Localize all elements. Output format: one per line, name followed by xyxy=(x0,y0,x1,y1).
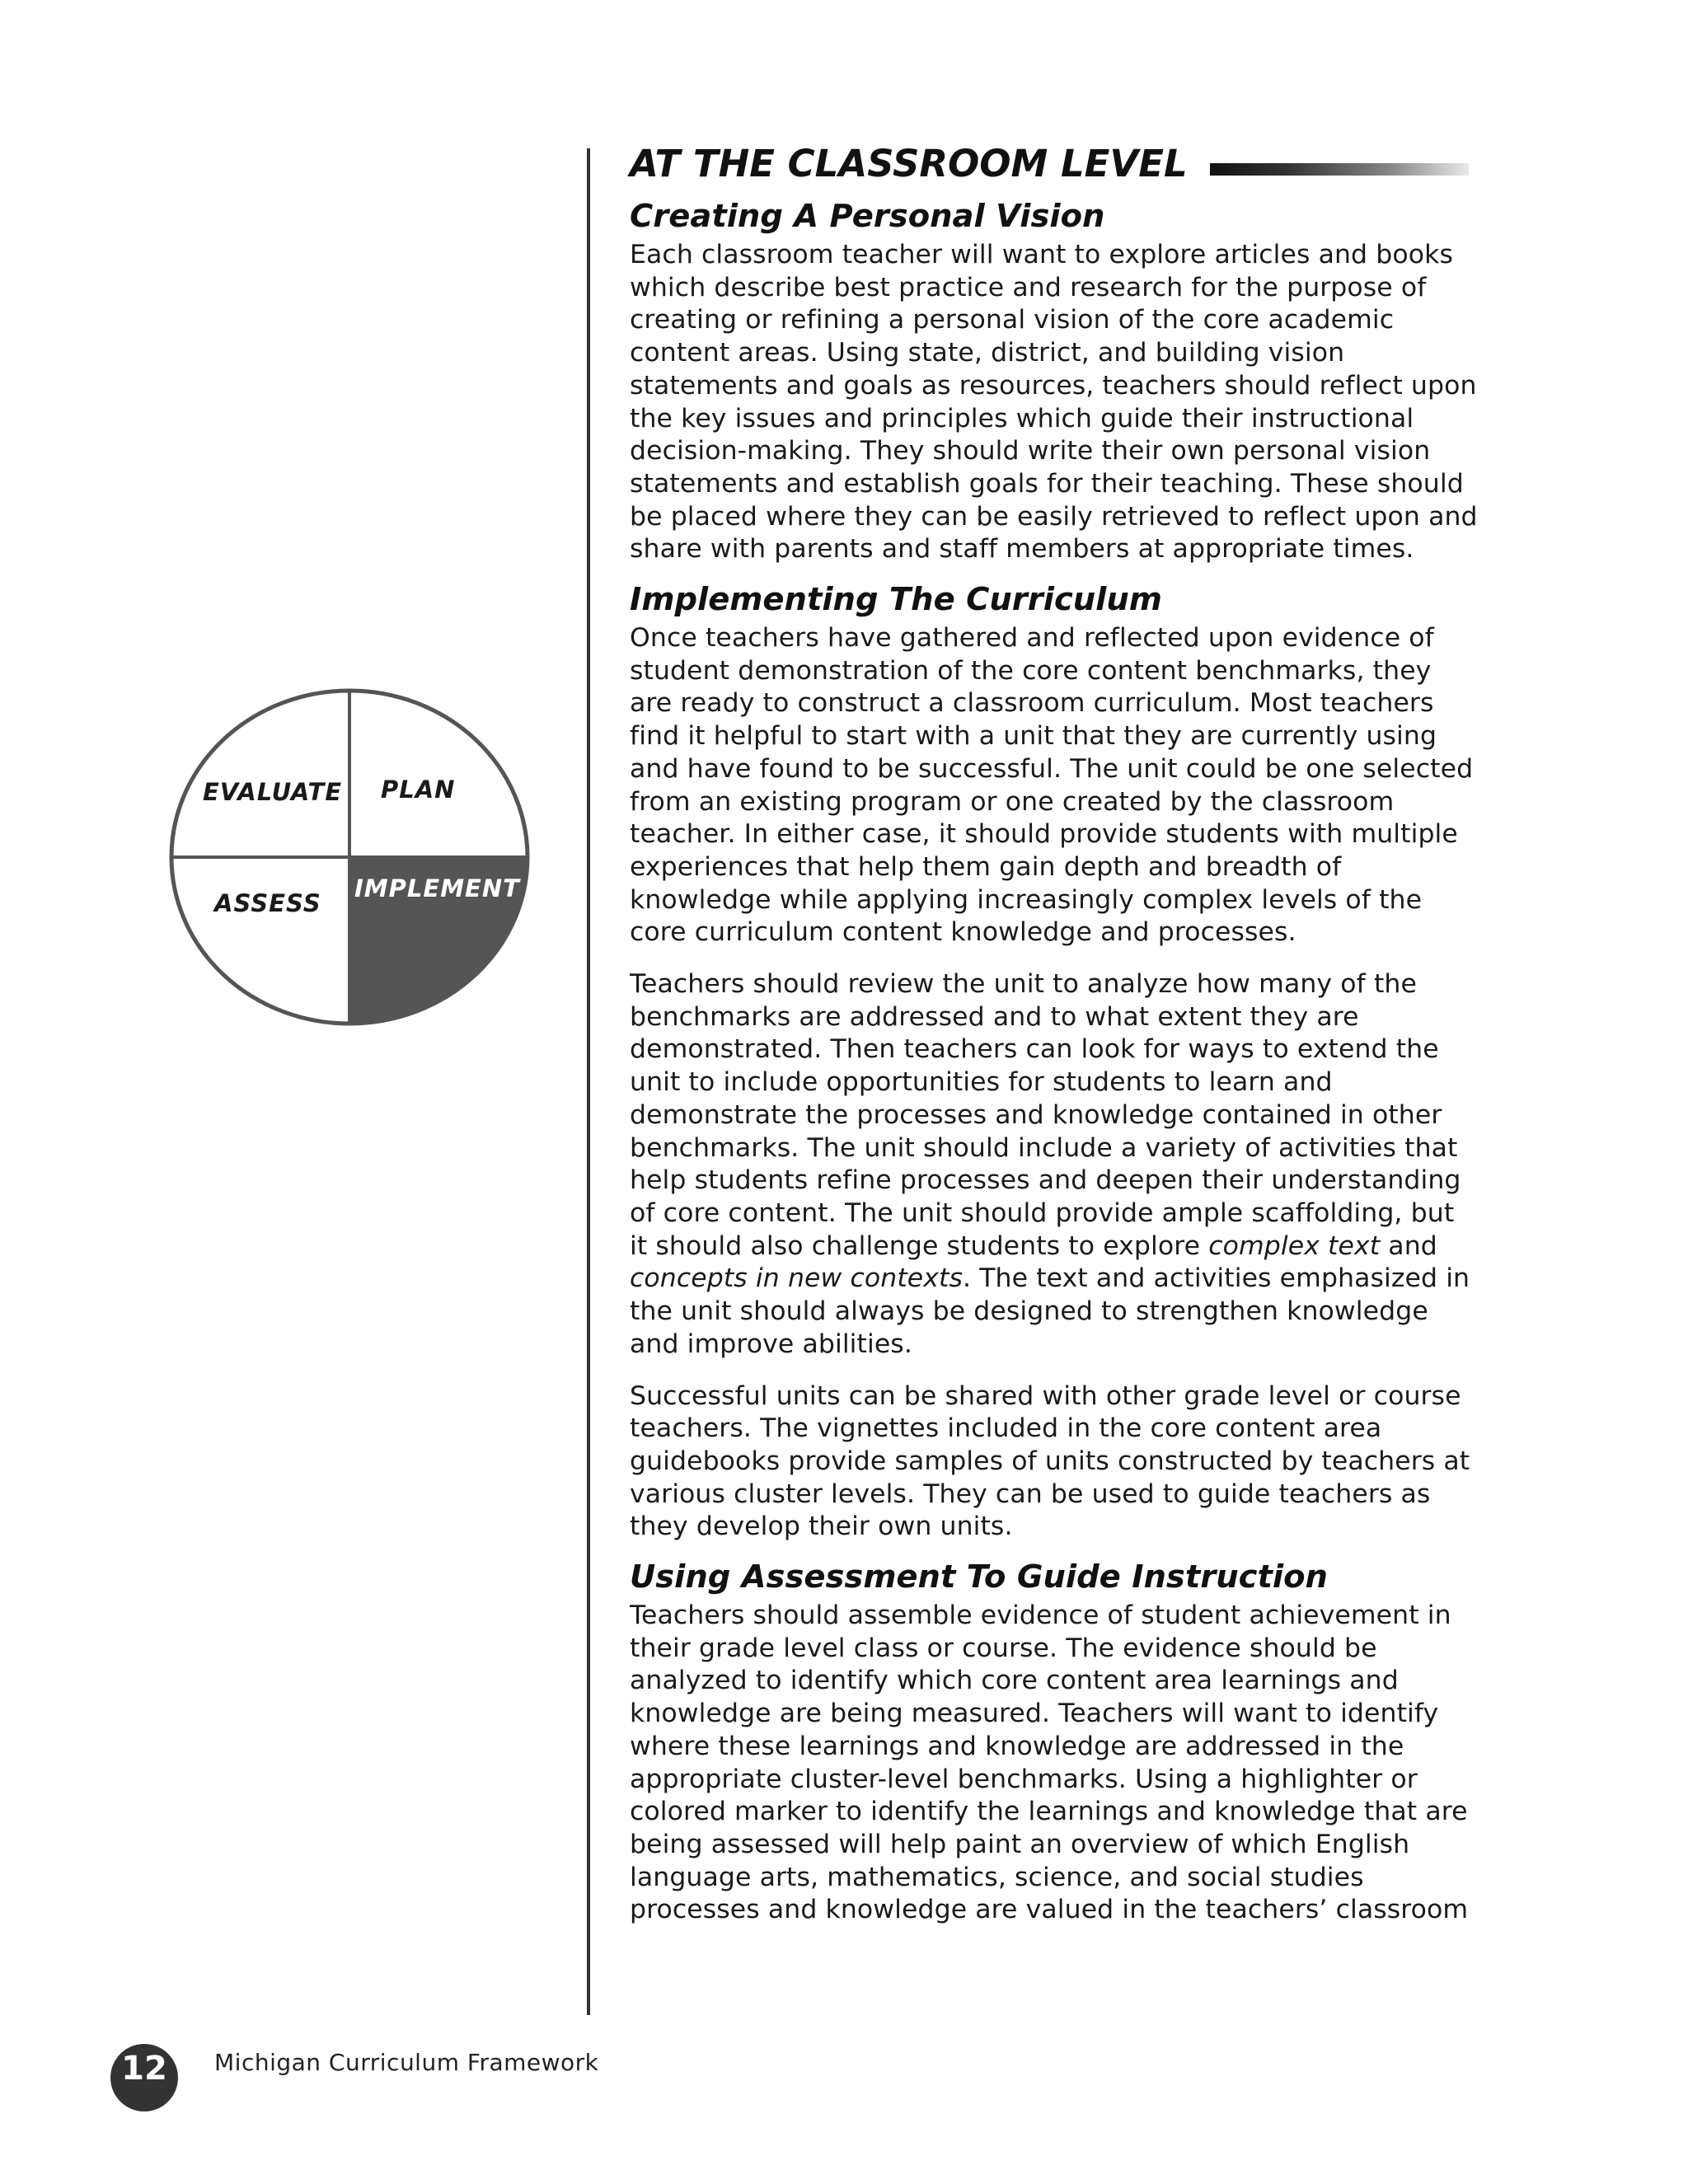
paragraph-assessment: Teachers should assemble evidence of student achievement in their grade level class or course. The evidence should be analyzed to identify which core content area learnings and knowledge are being measured. Teachers will want to identify where these learnings and knowledge are addressed in the appropriate cluster-level benchmarks. Using a highlighter or colored marker to identify the learnings and knowledge that are being assessed will help paint an overview of which English language arts, mathematics, science, and social studies processes and knowledge are valued in the teachers’ classroom xyxy=(630,1601,1469,1925)
section-heading-implementing: Implementing The Curriculum xyxy=(630,581,1162,619)
quadrant-label-implement: IMPLEMENT xyxy=(354,874,520,902)
section-heading-assessment: Using Assessment To Guide Instruction xyxy=(630,1558,1328,1596)
page-number-badge: 12 xyxy=(110,2044,178,2111)
main-text-column xyxy=(630,138,1479,1927)
column-divider-rule xyxy=(587,148,590,2015)
section-heading-personal-vision: Creating A Personal Vision xyxy=(630,198,1105,235)
paragraph-implementing-1: Once teachers have gathered and reflected upon evidence of student demonstration of the core content benchmarks, they are ready to construct a classroom curriculum. Most teachers find it helpful to start with a unit that they are currently using and have found to be successful. The unit could be one selected from an existing program or one created by the classroom teacher. In either case, it should provide students with multiple experiences that help them gain depth and breadth of knowledge while applying increasingly complex levels of the core curriculum content knowledge and processes. xyxy=(630,623,1474,948)
paragraph-personal-vision: Each classroom teacher will want to explore articles and books which describe best practice and research for the purpose of creating or refining a personal vision of the core academic content areas. Using state, district, and building vision statements and goals as resources, teachers should reflect upon the key issues and principles which guide their instructional decision-making. They should write their own personal vision statements and establish goals for their teaching. These should be placed where they can be easily retrieved to reflect upon and share with parents and staff members at appropriate times. xyxy=(630,240,1478,565)
title-decorative-bar xyxy=(1210,163,1469,176)
curriculum-cycle-diagram xyxy=(168,687,531,1027)
paragraph-implementing-3: Successful units can be shared with other grade level or course teachers. The vignettes included in the core content area guidebooks provide samples of units constructed by teachers at various cluster levels. They can be used to guide teachers as they develop their own units. xyxy=(630,1380,1470,1542)
page-title: AT THE CLASSROOM LEVEL xyxy=(630,142,1188,185)
quadrant-label-assess: ASSESS xyxy=(214,889,321,917)
quadrant-label-plan: PLAN xyxy=(381,776,456,804)
quadrant-label-evaluate: EVALUATE xyxy=(203,778,343,806)
footer-publication-title: Michigan Curriculum Framework xyxy=(214,2049,599,2076)
paragraph-implementing-2: Teachers should review the unit to analyze how many of the benchmarks are addressed and to what extent they are demonstrated. Then teachers can look for ways to extend the unit to include opportunities for students to learn and demonstrate the processes and knowledge contained in other benchmarks. The unit should include a variety of activities that help students refine processes and deepen their understanding of core content. The unit should provide ample scaffolding, but it should also challenge students to explore complex text and concepts in new contexts. The text and activities emphasized in the unit should always be designed to strengthen knowledge and improve abilities. xyxy=(630,969,1470,1359)
